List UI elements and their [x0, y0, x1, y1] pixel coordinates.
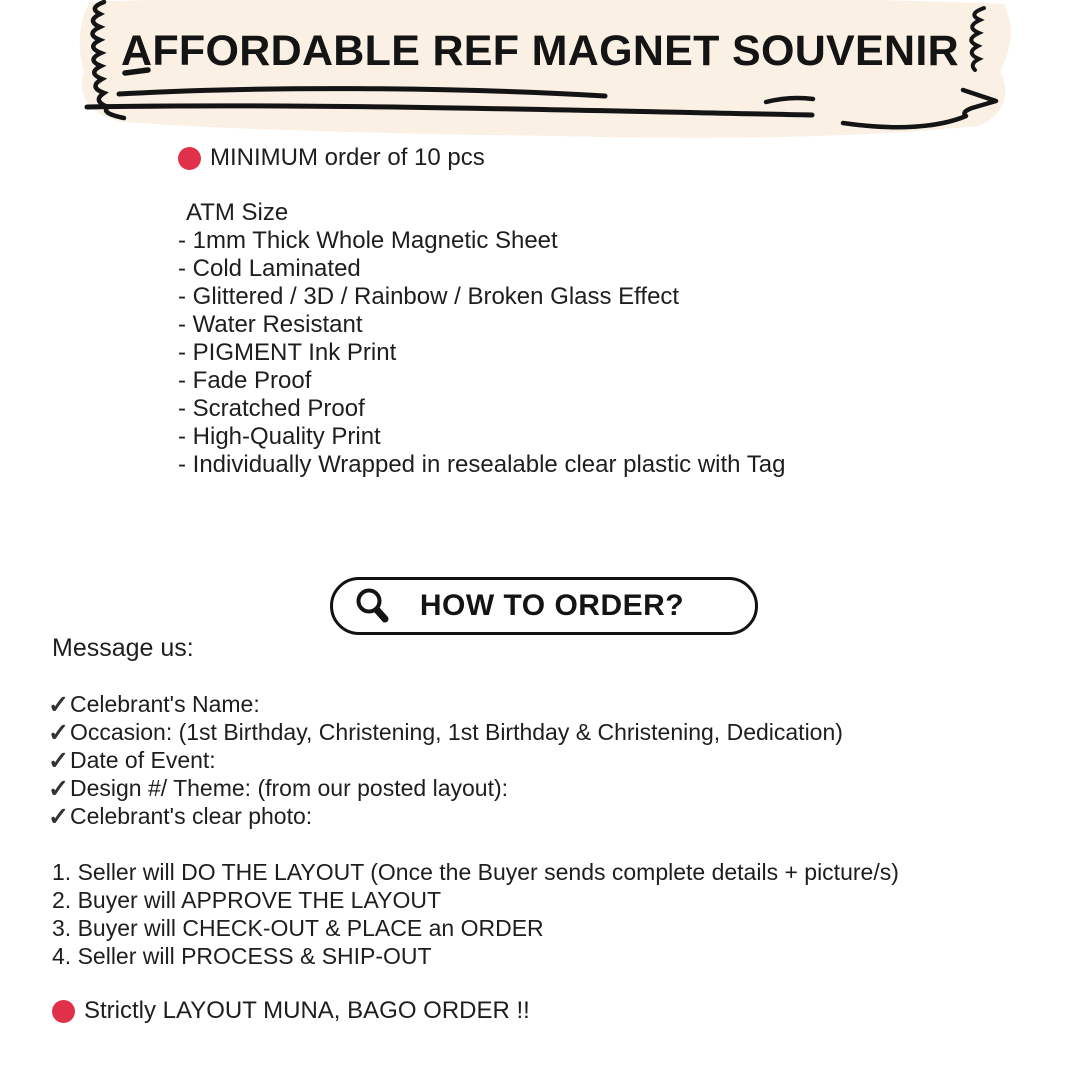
- banner: [0, 0, 1080, 150]
- page-title: AFFORDABLE REF MAGNET SOUVENIR: [121, 27, 959, 75]
- step-item: 2. Buyer will APPROVE THE LAYOUT: [52, 887, 441, 913]
- spec-list-item: - Cold Laminated: [178, 255, 361, 282]
- footer-note-text: Strictly LAYOUT MUNA, BAGO ORDER !!: [84, 997, 530, 1024]
- check-icon: ✓: [48, 803, 69, 831]
- spec-list-item: - Glittered / 3D / Rainbow / Broken Glass Effect: [178, 283, 680, 310]
- checklist-item-text: Celebrant's clear photo:: [69, 803, 313, 829]
- checklist-item: [48, 718, 843, 746]
- spec-list-item: - High-Quality Print: [178, 423, 381, 450]
- step-item: 1. Seller will DO THE LAYOUT (Once the Buyer sends complete details + picture/s): [52, 859, 899, 885]
- checklist: [48, 690, 843, 830]
- spec-list-item: - PIGMENT Ink Print: [178, 339, 397, 366]
- spec-list-item: - Scratched Proof: [178, 395, 365, 422]
- how-to-order-label: HOW TO ORDER?: [419, 589, 685, 622]
- check-icon: ✓: [48, 691, 69, 719]
- red-dot-icon: [178, 147, 201, 170]
- checklist-item: [48, 690, 843, 718]
- specs-heading: ATM Size: [186, 199, 289, 226]
- checklist-item: [48, 746, 843, 774]
- red-dot-icon: [52, 1000, 75, 1023]
- step-item: 3. Buyer will CHECK-OUT & PLACE an ORDER: [52, 915, 544, 941]
- checklist-item-text: Design #/ Theme: (from our posted layout):: [69, 775, 509, 801]
- check-icon: ✓: [48, 775, 69, 803]
- footer-note-row: [52, 997, 530, 1025]
- specs-section: [178, 199, 785, 479]
- checklist-item: [48, 774, 843, 802]
- spec-list-item: - Fade Proof: [178, 367, 312, 394]
- message-us-heading: Message us:: [52, 634, 194, 662]
- checklist-item-text: Occasion: (1st Birthday, Christening, 1st Birthday & Christening, Dedication): [69, 719, 843, 745]
- checklist-item: [48, 802, 843, 830]
- check-icon: ✓: [48, 747, 69, 775]
- step-item: 4. Seller will PROCESS & SHIP-OUT: [52, 943, 432, 969]
- spec-list-item: - Individually Wrapped in resealable clear plastic with Tag: [178, 451, 786, 478]
- check-icon: ✓: [48, 719, 69, 747]
- checklist-item-text: Celebrant's Name:: [69, 691, 260, 717]
- minimum-order-text: MINIMUM order of 10 pcs: [210, 144, 485, 171]
- minimum-order-row: [178, 144, 485, 172]
- search-icon: [351, 585, 393, 627]
- checklist-item-text: Date of Event:: [69, 747, 216, 773]
- how-to-order-button[interactable]: [330, 577, 758, 635]
- spec-list-item: - Water Resistant: [178, 311, 363, 338]
- spec-list-item: - 1mm Thick Whole Magnetic Sheet: [178, 227, 558, 254]
- steps-list: [52, 858, 899, 970]
- specs-list: [178, 227, 785, 479]
